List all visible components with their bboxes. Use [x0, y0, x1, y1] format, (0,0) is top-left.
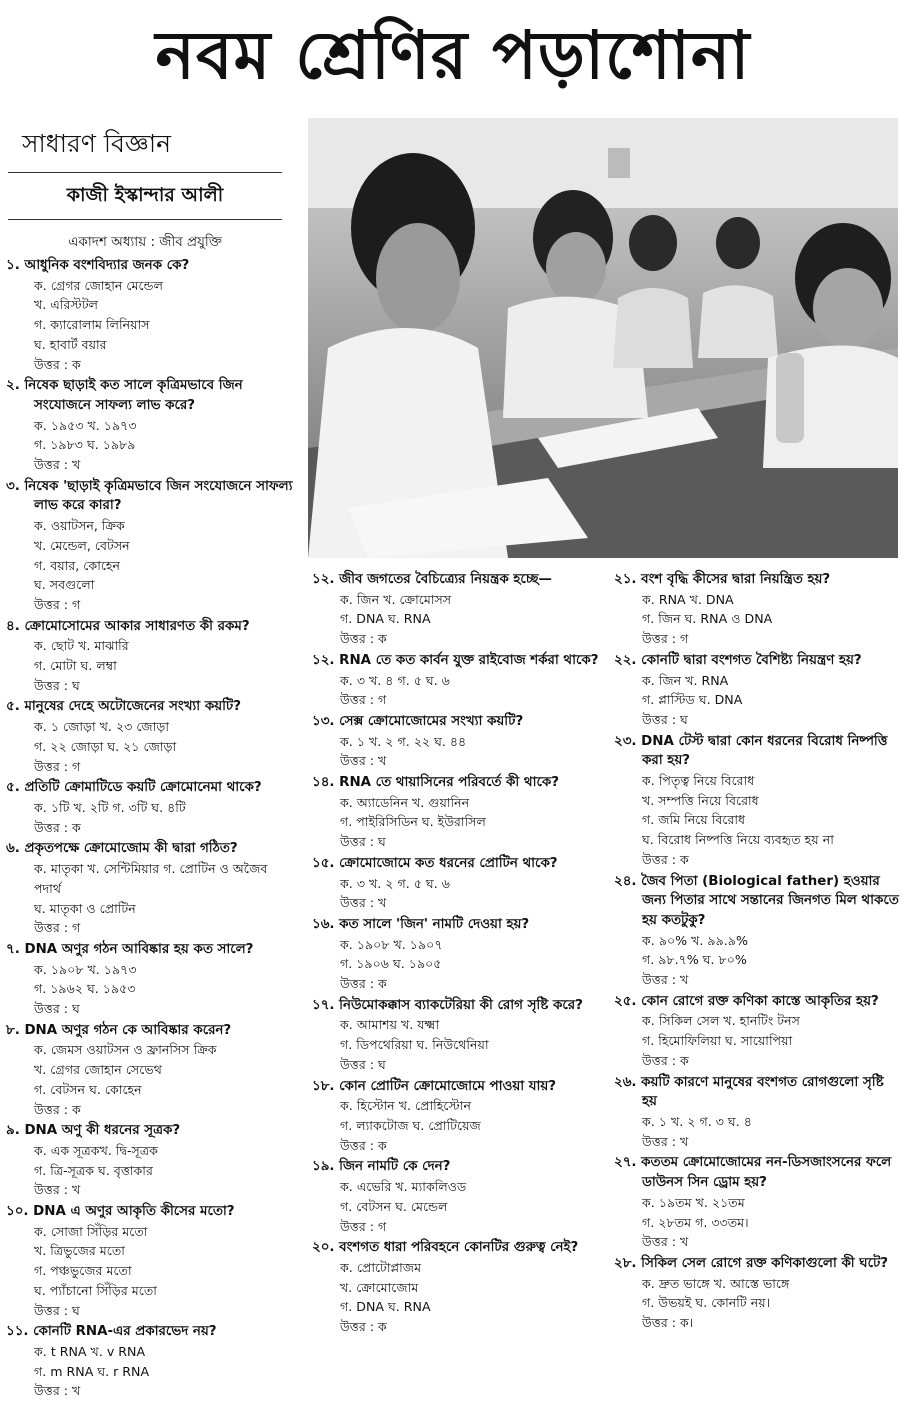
answer-option: খ. ক্রোমোজোম	[340, 1279, 419, 1295]
correct-answer: উত্তর : গ	[34, 758, 81, 774]
answer-option: ক. প্রোটোপ্লাজম	[340, 1259, 422, 1275]
answer-option: ক. ১৯০৮ খ. ১৯৭৩	[34, 961, 137, 977]
author-name: কাজী ইস্কান্দার আলী	[66, 184, 224, 206]
answer-option: ক. মাতৃকা খ. সেন্টিমিয়ার গ. প্রোটিন ও অজৈব পদার্থ	[34, 861, 268, 896]
answer-option: গ. মোটা ঘ. লম্বা	[34, 658, 117, 674]
divider	[8, 219, 282, 220]
question-item	[312, 1077, 604, 1156]
correct-answer: উত্তর : ক।	[642, 1315, 694, 1331]
correct-answer: উত্তর : খ	[642, 1133, 689, 1149]
answer-option: খ. এরিস্টটল	[34, 297, 99, 313]
question-item	[312, 854, 604, 913]
correct-answer: উত্তর : খ	[642, 972, 689, 988]
question-item	[614, 992, 902, 1071]
question-item	[614, 570, 902, 649]
answer-option: ক. এভেরি খ. ম্যাকলিওড	[340, 1179, 467, 1195]
answer-option: ক. সিকিল সেল খ. হানটিং টনস	[642, 1013, 801, 1029]
answer-option: ঘ. সবগুলো	[34, 577, 95, 593]
question-item	[312, 1157, 604, 1236]
question-text: ৫. প্রতিটি ক্রোমাটিডে কয়টি ক্রোমোনেমা থাকে?	[6, 780, 262, 796]
answer-option: ক. ১৯০৮ খ. ১৯০৭	[340, 936, 443, 952]
question-item	[6, 697, 296, 776]
answer-option: ক. এক সূত্রকখ. দ্বি-সূত্রক	[34, 1142, 158, 1158]
correct-answer: উত্তর : ঘ	[340, 834, 386, 850]
answer-option: ক. ছোট খ. মাঝারি	[34, 638, 129, 654]
answer-option: ক. পিতৃত্ব নিয়ে বিরোধ	[642, 773, 755, 789]
answer-option: গ. ক্যারোলাম লিনিয়াস	[34, 317, 150, 333]
answer-option: ক. গ্রেগর জোহান মেন্ডেল	[34, 277, 163, 293]
correct-answer: উত্তর : গ	[340, 692, 387, 708]
answer-option: ক. ৩ খ. ২ গ. ৫ ঘ. ৬	[340, 875, 450, 891]
question-item	[6, 477, 296, 615]
answer-option: খ. মেন্ডেল, বেটসন	[34, 537, 130, 553]
chapter-heading: একাদশ অধ্যায় : জীব প্রযুক্তি	[68, 234, 222, 250]
question-item	[312, 570, 604, 649]
correct-answer: উত্তর : খ	[34, 1182, 81, 1198]
question-item	[6, 940, 296, 1019]
answer-option: গ. প্লাস্টিড ঘ. DNA	[642, 692, 743, 708]
answer-option: ক. হিস্টোন খ. প্রোহিস্টোন	[340, 1098, 472, 1114]
answer-option: গ. বয়ার, কোহেন	[34, 557, 121, 573]
answer-option: ক. ১ খ. ২ গ. ২২ ঘ. ৪৪	[340, 733, 467, 749]
question-item	[614, 1254, 902, 1333]
question-text: ২৬. কয়টি কারণে মানুষের বংশগত রোগগুলো সৃষ্টি হয়	[614, 1074, 884, 1110]
students-writing-image	[308, 118, 898, 558]
question-text: ২৪. জৈব পিতা (Biological father) হওয়ার জন্য পিতার সাথে সন্তানের জিনগত মিল থাকতে হয় কতটুকু?	[614, 873, 899, 928]
question-text: ১. আধুনিক বংশবিদ্যার জনক কে?	[6, 258, 190, 273]
question-text: ২. নিষেক ছাড়াই কত সালে কৃত্রিমভাবে জিন সংযোজনে সাফল্য লাভ করে?	[6, 378, 243, 413]
question-item	[6, 256, 296, 374]
answer-option: গ. পঞ্চভুজের মতো	[34, 1263, 132, 1279]
question-text: ১৮. কোন প্রোটিন ক্রোমোজোমে পাওয়া যায়?	[312, 1078, 557, 1094]
question-item	[312, 651, 604, 710]
answer-option: গ. জমি নিয়ে বিরোধ	[642, 812, 746, 828]
answer-option: ঘ. হাবার্ট বয়ার	[34, 336, 107, 352]
question-item	[6, 1202, 296, 1320]
question-item	[312, 773, 604, 852]
question-text: ৭. DNA অণুর গঠন আবিষ্কার হয় কত সালে?	[6, 941, 254, 957]
correct-answer: উত্তর : গ	[34, 920, 81, 936]
correct-answer: উত্তর : ক	[340, 1319, 387, 1335]
answer-option: ক. আমাশয় খ. যক্ষ্মা	[340, 1017, 440, 1033]
correct-answer: উত্তর : ঘ	[34, 677, 80, 693]
question-text: ৪. ক্রোমোসোমের আকার সাধারণত কী রকম?	[6, 618, 250, 634]
question-text: ২২. কোনটি দ্বারা বংশগত বৈশিষ্ট্য নিয়ন্ত্রণ হয়?	[614, 652, 862, 668]
answer-option: গ. ১৯০৬ ঘ. ১৯০৫	[340, 956, 442, 972]
question-item	[312, 915, 604, 994]
question-item	[6, 839, 296, 938]
correct-answer: উত্তর : গ	[340, 1218, 387, 1234]
answer-option: গ. ল্যাকটোজ ঘ. প্রোটিয়েজ	[340, 1117, 481, 1133]
question-text: ১৪. RNA তে থায়াসিনের পরিবর্তে কী থাকে?	[312, 775, 559, 791]
question-text: ১২. জীব জগতের বৈচিত্র্যের নিয়ন্ত্রক হচ্ছে—	[312, 572, 552, 587]
question-item	[312, 1238, 604, 1337]
question-text: ১০. DNA এ অণুর আকৃতি কীসের মতো?	[6, 1204, 235, 1220]
answer-option: গ. ৯৮.৭% ঘ. ৮০%	[642, 952, 747, 968]
answer-option: গ. ডিপথেরিয়া ঘ. নিউথেনিয়া	[340, 1037, 489, 1053]
answer-option: গ. হিমোফিলিয়া ঘ. সায়োপিয়া	[642, 1033, 793, 1049]
answer-option: ক. ১ খ. ২ গ. ৩ ঘ. ৪	[642, 1113, 752, 1129]
question-item	[6, 1021, 296, 1120]
answer-option: খ. সম্পত্তি নিয়ে বিরোধ	[642, 792, 759, 808]
answer-option: গ. বেটসন ঘ. মেন্ডেল	[340, 1198, 448, 1214]
question-text: ২৫. কোন রোগে রক্ত কণিকা কাস্তে আকৃতির হয়?	[614, 993, 879, 1009]
question-item	[614, 651, 902, 730]
correct-answer: উত্তর : ক	[642, 1052, 689, 1068]
correct-answer: উত্তর : ক	[34, 1101, 81, 1117]
answer-option: গ. ২৮তম গ. ৩৩তম।	[642, 1214, 749, 1230]
question-text: ১৭. নিউমোকক্কাস ব্যাকটেরিয়া কী রোগ সৃষ্টি করে?	[312, 997, 583, 1013]
question-column-3	[614, 570, 902, 1335]
correct-answer: উত্তর : ঘ	[340, 1056, 386, 1072]
question-item	[614, 872, 902, 990]
correct-answer: উত্তর : ক	[34, 819, 81, 835]
answer-option: ক. ৩ খ. ৪ গ. ৫ ঘ. ৬	[340, 672, 450, 688]
question-column-2	[312, 570, 604, 1339]
correct-answer: উত্তর : ক	[340, 1137, 387, 1153]
answer-option: ঘ. মাতৃকা ও প্রোটিন	[34, 900, 136, 916]
answer-option: ঘ. প্যাঁচানো সিঁড়ির মতো	[34, 1282, 157, 1298]
answer-option: ক. ৯০% খ. ৯৯.৯%	[642, 932, 748, 948]
question-text: ৯. DNA অণু কী ধরনের সূত্রক?	[6, 1123, 181, 1139]
question-item	[6, 376, 296, 475]
answer-option: গ. m RNA ঘ. r RNA	[34, 1363, 150, 1379]
section-title: সাধারণ বিজ্ঞান	[22, 129, 172, 158]
question-item	[6, 778, 296, 837]
answer-option: খ. ত্রিভুজের মতো	[34, 1243, 125, 1259]
answer-option: খ. গ্রেগর জোহান সেভেথ	[34, 1062, 162, 1078]
answer-option: গ. ত্রি-সূত্রক ঘ. বৃত্তাকার	[34, 1162, 153, 1178]
exam-hall-photo	[308, 118, 898, 558]
question-text: ৬. প্রকৃতপক্ষে ক্রোমোজোম কী দ্বারা গঠিত?	[6, 841, 238, 857]
answer-option: ক. অ্যাডেনিন খ. গুয়ানিন	[340, 794, 470, 810]
question-item	[6, 1121, 296, 1200]
answer-option: ক. জিন খ. RNA	[642, 672, 729, 688]
question-text: ১৬. কত সালে 'জিন' নামটি দেওয়া হয়?	[312, 916, 530, 932]
answer-option: ক. দ্রুত ভাঙ্গে খ. আস্তে ভাঙ্গে	[642, 1275, 790, 1291]
question-item	[312, 712, 604, 771]
answer-option: ক. ১৯৫৩ খ. ১৯৭৩	[34, 417, 137, 433]
correct-answer: উত্তর : খ	[642, 1234, 689, 1250]
correct-answer: উত্তর : ক	[340, 631, 387, 647]
answer-option: ক. জিন খ. ক্রোমোসস	[340, 591, 452, 607]
question-item	[614, 1073, 902, 1152]
question-item	[6, 1322, 296, 1401]
newspaper-masthead: নবম শ্রেণির পড়াশোনা	[155, 17, 751, 94]
correct-answer: উত্তর : ক	[340, 976, 387, 992]
question-item	[614, 1153, 902, 1252]
answer-option: গ. ১৯৮৩ ঘ. ১৯৮৯	[34, 437, 136, 453]
correct-answer: উত্তর : খ	[34, 457, 81, 473]
question-text: ২৮. সিকিল সেল রোগে রক্ত কণিকাগুলো কী ঘটে?	[614, 1255, 889, 1271]
question-text: ১১. কোনটি RNA-এর প্রকারভেদ নয়?	[6, 1324, 217, 1340]
question-column-1	[6, 256, 296, 1403]
question-text: ৫. মানুষের দেহে অটোজেনের সংখ্যা কয়টি?	[6, 699, 241, 715]
correct-answer: উত্তর : ক	[642, 851, 689, 867]
answer-option: গ. জিন ঘ. RNA ও DNA	[642, 611, 773, 627]
answer-option: গ. DNA ঘ. RNA	[340, 1299, 431, 1315]
correct-answer: উত্তর : খ	[34, 1383, 81, 1399]
answer-option: ক. ১৯তম খ. ২১তম	[642, 1194, 745, 1210]
question-text: ২৩. DNA টেস্ট দ্বারা কোন ধরনের বিরোধ নিষ্পত্তি করা হয়?	[614, 733, 888, 769]
answer-option: গ. ২২ জোড়া ঘ. ২১ জোড়া	[34, 738, 177, 754]
answer-option: ক. ১টি খ. ২টি গ. ৩টি ঘ. ৪টি	[34, 799, 186, 815]
answer-option: ক. ওয়াটসন, ক্রিক	[34, 518, 125, 534]
question-text: ১৩. সেক্স ক্রোমোজোমের সংখ্যা কয়টি?	[312, 713, 524, 729]
divider	[8, 172, 282, 173]
answer-option: গ. বেটসন ঘ. কোহেন	[34, 1081, 142, 1097]
question-text: ৩. নিষেক 'ছাড়াই কৃত্রিমভাবে জিন সংযোজনে সাফল্য লাভ করে কারা?	[6, 478, 293, 514]
correct-answer: উত্তর : খ	[340, 895, 387, 911]
question-item	[312, 996, 604, 1075]
correct-answer: উত্তর : ঘ	[34, 1302, 80, 1318]
answer-option: গ. উভয়ই ঘ. কোনটি নয়।	[642, 1295, 771, 1311]
question-item	[614, 732, 902, 870]
answer-option: ক. t RNA খ. v RNA	[34, 1343, 146, 1359]
question-text: ১২. RNA তে কত কার্বন যুক্ত রাইবোজ শর্করা থাকে?	[312, 652, 599, 668]
question-text: ২০. বংশগত ধারা পরিবহনে কোনটির গুরুত্ব নেই?	[312, 1240, 579, 1256]
question-item	[6, 617, 296, 696]
answer-option: ঘ. বিরোধ নিষ্পত্তি নিয়ে ব্যবহৃত হয় না	[642, 832, 834, 848]
answer-option: গ. ১৯৬২ ঘ. ১৯৫৩	[34, 981, 136, 997]
correct-answer: উত্তর : ঘ	[642, 711, 688, 727]
answer-option: গ. DNA ঘ. RNA	[340, 611, 431, 627]
question-text: ৮. DNA অণুর গঠন কে আবিষ্কার করেন?	[6, 1022, 232, 1038]
question-text: ২৭. কততম ক্রোমোজোমের নন-ডিসজাংসনের ফলে ডাউনস সিন ড্রোম হয়?	[614, 1155, 892, 1191]
correct-answer: উত্তর : ঘ	[34, 1001, 80, 1017]
answer-option: ক. সোজা সিঁড়ির মতো	[34, 1223, 148, 1239]
correct-answer: উত্তর : গ	[642, 631, 689, 647]
answer-option: গ. পাইরিসিডিন ঘ. ইউরাসিল	[340, 814, 486, 830]
question-text: ১৫. ক্রোমোজোমে কত ধরনের প্রোটিন থাকে?	[312, 855, 558, 871]
correct-answer: উত্তর : খ	[340, 753, 387, 769]
answer-option: ক. জেমস ওয়াটসন ও ফ্রানসিস ক্রিক	[34, 1042, 217, 1058]
correct-answer: উত্তর : ক	[34, 356, 81, 372]
answer-option: ক. ১ জোড়া খ. ২৩ জোড়া	[34, 719, 169, 735]
answer-option: ক. RNA খ. DNA	[642, 591, 734, 607]
correct-answer: উত্তর : গ	[34, 596, 81, 612]
question-text: ১৯. জিন নামটি কে দেন?	[312, 1159, 451, 1175]
question-text: ২১. বংশ বৃদ্ধি কীসের দ্বারা নিয়ন্ত্রিত হয়?	[614, 572, 831, 587]
